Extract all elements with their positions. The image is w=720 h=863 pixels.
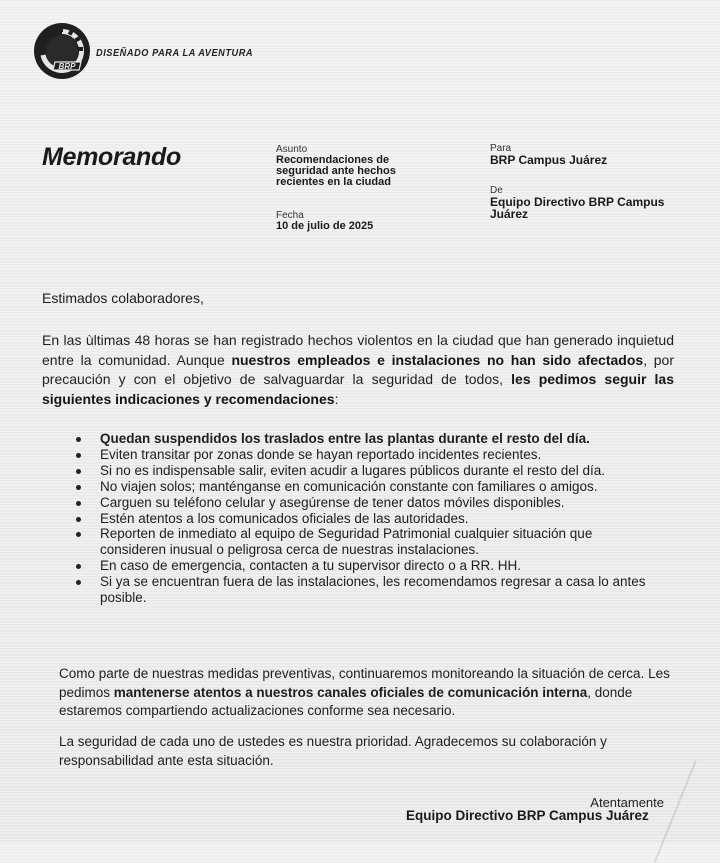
list-item-text: Reporten de inmediato al equipo de Seguridad Patrimonial cualquier situación que consideren inusual o peligrosa cerca de nuestras instalaciones. <box>100 526 593 558</box>
list-item <box>74 574 670 606</box>
subject-value: Recomendaciones de seguridad ante hechos recientes en la ciudad <box>276 154 396 188</box>
list-item <box>74 558 674 574</box>
brand-tagline: DISEÑADO PARA LA AVENTURA <box>96 48 254 59</box>
list-item-text: Eviten transitar por zonas donde se hayan reportado incidentes recientes. <box>100 446 542 462</box>
page-title: Memorando <box>42 143 181 171</box>
closing-paragraph-1 <box>59 665 679 721</box>
bullet-icon <box>76 485 81 490</box>
brp-logo-icon <box>33 22 91 80</box>
signature: Equipo Directivo BRP Campus Juárez <box>406 808 649 823</box>
bullet-icon <box>76 532 81 537</box>
greeting: Estimados colaboradores, <box>42 290 204 306</box>
paper-edge-divider <box>654 760 697 863</box>
recipient-label: Para <box>490 143 512 154</box>
bullet-icon <box>76 580 81 585</box>
sender-label: De <box>490 185 503 196</box>
recommendations-list <box>74 431 674 606</box>
bullet-icon <box>76 517 81 522</box>
bullet-icon <box>76 564 81 569</box>
closing-text-2: , donde estaremos compartiendo actualizaciones conforme sea necesario. <box>59 684 633 718</box>
closing-paragraph-2: La seguridad de cada uno de ustedes es nuestra prioridad. Agradecemos su colaboración y responsabilidad ante esta situación. <box>59 734 607 768</box>
intro-bold-1: nuestros empleados e instalaciones no han sido afectados <box>231 351 644 368</box>
date-value: 10 de julio de 2025 <box>276 220 374 232</box>
intro-text-3: : <box>334 390 339 407</box>
list-item <box>74 479 674 495</box>
list-item-text: Estén atentos a los comunicados oficiales de las autoridades. <box>100 510 469 526</box>
intro-text-1: En las ùltimas 48 horas se han registrado hechos violentos en la ciudad que han generado inquietud entre la comunidad. Aunque <box>42 332 674 368</box>
bullet-icon <box>76 453 81 458</box>
bullet-icon <box>76 437 81 442</box>
list-item-text: Quedan suspendidos los traslados entre las plantas durante el resto del día. <box>100 431 590 446</box>
subject-label: Asunto <box>276 144 308 155</box>
intro-paragraph <box>42 331 674 409</box>
closing-bold-1: mantenerse atentos a nuestros canales oficiales de comunicación interna <box>113 684 588 700</box>
list-item <box>74 463 674 479</box>
list-item <box>74 526 640 558</box>
list-item <box>74 495 674 511</box>
intro-text-2: , por precaución y con el objetivo de salvaguardar la seguridad de todos, <box>42 351 675 387</box>
list-item-text: Si ya se encuentran fuera de las instalaciones, les recomendamos regresar a casa lo antes posible. <box>100 574 646 606</box>
svg-text:BRP: BRP <box>58 62 76 71</box>
bullet-icon <box>76 501 81 506</box>
bullet-icon <box>76 469 81 474</box>
list-item <box>74 447 674 463</box>
intro-bold-2: les pedimos seguir las siguientes indicaciones y recomendaciones <box>42 371 675 407</box>
list-item <box>74 511 674 527</box>
closing-text-1: Como parte de nuestras medidas preventivas, continuaremos monitoreando la situación de cerca. Les pedimos <box>59 666 670 700</box>
date-block <box>276 210 436 232</box>
sender-value: Equipo Directivo BRP Campus Juárez <box>490 195 665 221</box>
list-item-text: No viajen solos; manténganse en comunicación constante con familiares o amigos. <box>100 478 598 494</box>
sender-block <box>490 185 690 220</box>
recipient-value: BRP Campus Juárez <box>490 153 608 167</box>
list-item-text: Si no es indispensable salir, eviten acudir a lugares públicos durante el resto del día. <box>100 462 606 478</box>
list-item-text: En caso de emergencia, contacten a tu supervisor directo o a RR. HH. <box>100 558 521 574</box>
subject-block <box>276 144 426 188</box>
list-item-text: Carguen su teléfono celular y asegúrense de tener datos móviles disponibles. <box>100 494 565 510</box>
signoff: Atentamente <box>590 795 664 810</box>
list-item <box>74 431 674 447</box>
date-label: Fecha <box>276 210 304 221</box>
recipient-block <box>490 143 690 166</box>
